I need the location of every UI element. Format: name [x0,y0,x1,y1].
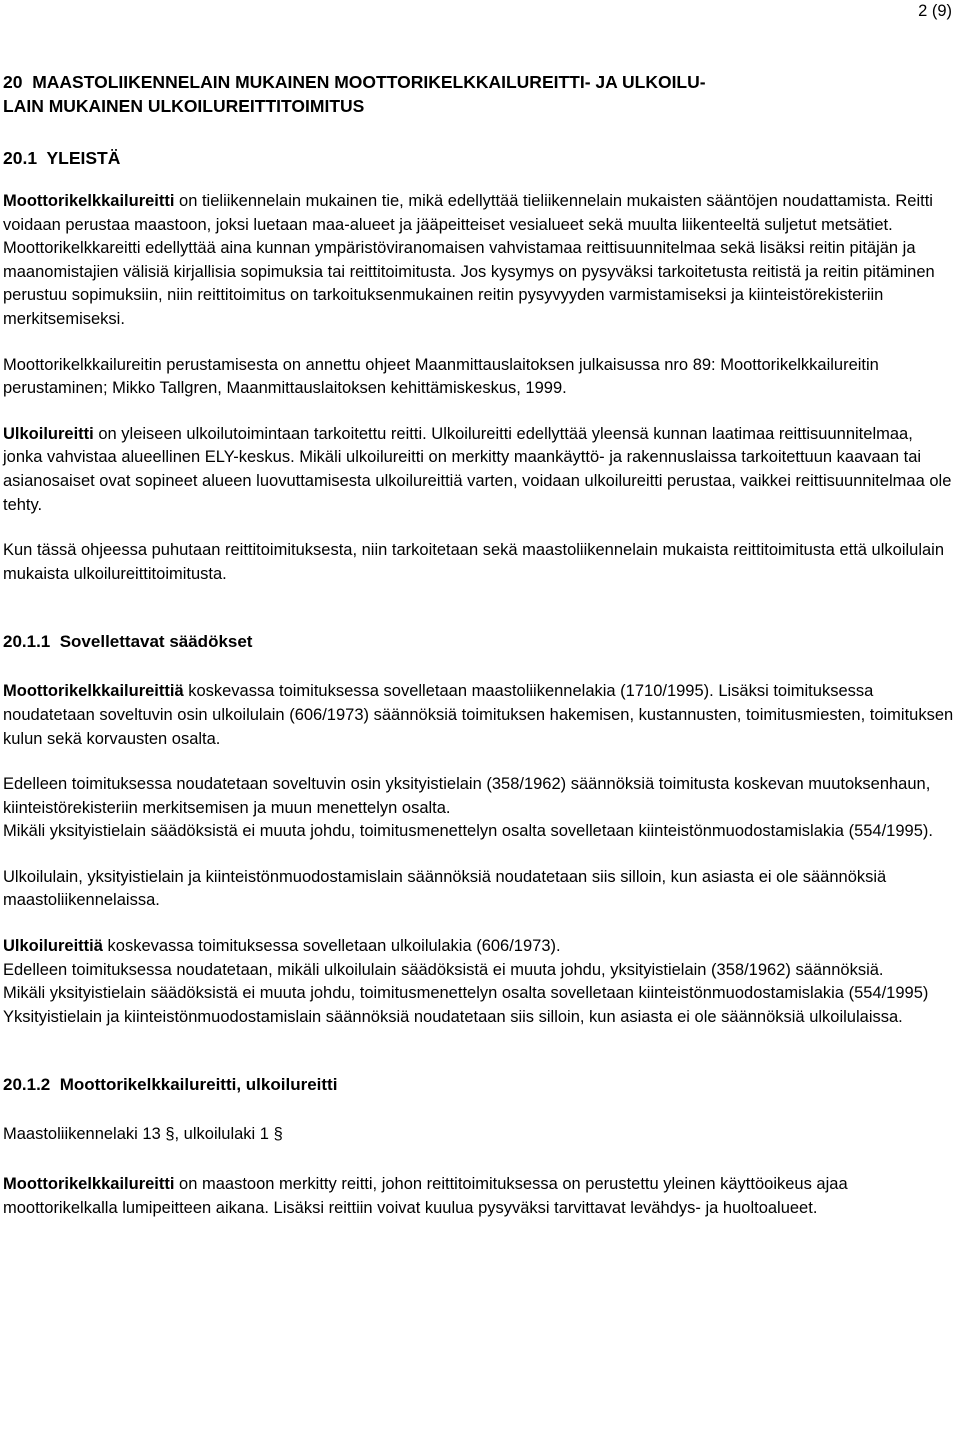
section-heading-yleista: 20.1 YLEISTÄ [3,148,121,168]
paragraph-ohjeet: Moottorikelkkailureitin perustamisesta on annettu ohjeet Maanmittauslaitoksen julkaisussa nro 89: Moottorikelkkailureitin perustaminen; Mikko Tallgren, Maanmittauslaitoksen kehittämiskeskus, 1999. [3,355,879,398]
paragraph-sovelletaan-ulkoilulakia [3,935,955,959]
paragraph-yksityistielain-saannoksia: Edelleen toimituksessa noudatetaan, mikäli ulkoilulain säädöksistä ei muuta johdu, yksityistielain (358/1962) säännöksiä. [3,960,884,979]
paragraph-ulkoilulaissa: Yksityistielain ja kiinteistönmuodostamislain säännöksiä noudatetaan siis silloin, kun asiasta ei ole säännöksiä ulkoilulaissa. [3,1007,903,1026]
paragraph-ulkoilureitti-intro [3,423,955,517]
paragraph-moottorikelkkailureitti-maaritelma [3,1173,955,1220]
chapter-heading-line-2: LAIN MUKAINEN ULKOILUREITTITOIMITUS [3,96,365,116]
paragraph-reittitoimitus: Kun tässä ohjeessa puhutaan reittitoimituksesta, niin tarkoitetaan sekä maastoliikennelain mukaista reittitoimitusta että ulkoilulain mukaista ulkoilureittitoimitusta. [3,541,945,583]
term-moottorikelkkailureitti: Moottorikelkkailureitti [3,192,175,210]
chapter-heading-line-1: 20 MAASTOLIIKENNELAIN MUKAINEN MOOTTORIKELKKAILUREITTI- JA ULKOILU- [3,72,706,92]
chapter-heading [3,70,955,118]
paragraph-lakiviittaus: Maastoliikennelaki 13 §, ulkoilulaki 1 § [3,1125,283,1144]
paragraph-text: on maastoon merkitty reitti, johon reittitoimituksessa on perustettu yleinen käyttöoikeus ajaa moottorikelkalla lumipeitteen aikana. Lisäksi reittiin voivat kuulua pysyväksi tarvittavat levähdys- ja huoltoalueet. [3,1175,848,1217]
term-moottorikelkkailureitti-2: Moottorikelkkailureitti [3,1175,175,1194]
subsection-heading-sovellettavat: 20.1.1 Sovellettavat säädökset [3,632,253,652]
term-ulkoilureittia: Ulkoilureittiä [3,937,103,956]
term-moottorikelkkailureittia: Moottorikelkkailureittiä [3,682,184,701]
document-body [3,70,955,1220]
term-ulkoilureitti: Ulkoilureitti [3,424,94,443]
paragraph-yksityistielaki: Edelleen toimituksessa noudatetaan soveltuvin osin yksityistielain (358/1962) säännöksiä toimitusta koskevan muutoksenhaun, kiinteistörekisteriin merkitsemisen ja muun menettelyn osalta. [3,775,931,817]
paragraph-text: on yleiseen ulkoilutoimintaan tarkoitettu reitti. Ulkoilureitti edellyttää yleensä kunnan laatimaa reittisuunnitelmaa, jonka vahvistaa alueellinen ELY-keskus. Mikäli ulkoilureitti on merkitty maankäyttö- ja rakennuslaissa tarkoitettuun kaavaan tai asianosaiset ovat sopineet alueen luovuttamisesta ulkoilureittiä varten, voidaan ulkoilureitti perustaa, vaikkei reittisuunnitelmaa ole tehty. [3,424,952,514]
paragraph-text: koskevassa toimituksessa sovelletaan ulkoilulakia (606/1973). [102,937,561,956]
paragraph-text: koskevassa toimituksessa sovelletaan maastoliikennelakia (1710/1995). Lisäksi toimituksessa noudatetaan soveltuvin osin ulkoilulain (606/1973) säännöksiä toimituksen hakemisen, kustannusten, toimitusmiesten, toimituksen kulun sekä korvausten osalta. [3,682,954,748]
page-number: 2 (9) [918,2,952,20]
paragraph-kiinteistonmuodostamislaki: Mikäli yksityistielain säädöksistä ei muuta johdu, toimitusmenettelyn osalta sovelletaan kiinteistönmuodostamislakia (554/1995). [3,822,933,841]
paragraph-text: on tieliikennelain mukainen tie, mikä edellyttää tieliikennelain mukaisten sääntöjen noudattamista. Reitti voidaan perustaa maastoon, joksi luetaan maa-alueet ja jääpeitteiset vesialueet sekä muulta liikenteeltä suljetut metsätiet. Moottorikelkkareitti edellyttää aina kunnan ympäristöviranomaisen vahvistamaa reittisuunnitelmaa sekä lisäksi reitin pitäjän ja maanomistajien välisiä kirjallisia sopimuksia tai reittitoimitusta. Jos kysymys on pysyväksi tarkoitetusta reitistä ja reitin pitäminen perustuu sopimuksiin, niin reittitoimitus on tarkoituksenmukainen reitin pysyvyyden varmistamiseksi ja kiinteistörekisteriin merkitsemiseksi. [3,192,935,328]
paragraph-saannokset-silloin: Ulkoilulain, yksityistielain ja kiinteistönmuodostamislain säännöksiä noudatetaan siis silloin, kun asiasta ei ole säännöksiä maastoliikennelaissa. [3,867,887,910]
paragraph-sovelletaan-maastoliikennelakia [3,680,955,751]
paragraph-toimitusmenettely: Mikäli yksityistielain säädöksistä ei muuta johdu, toimitusmenettelyn osalta sovelletaan kiinteistönmuodostamislakia (554/1995) [3,984,929,1003]
paragraph-moottorikelkkailureitti-intro [3,190,955,332]
subsection-heading-reitit: 20.1.2 Moottorikelkkailureitti, ulkoilureitti [3,1075,338,1095]
